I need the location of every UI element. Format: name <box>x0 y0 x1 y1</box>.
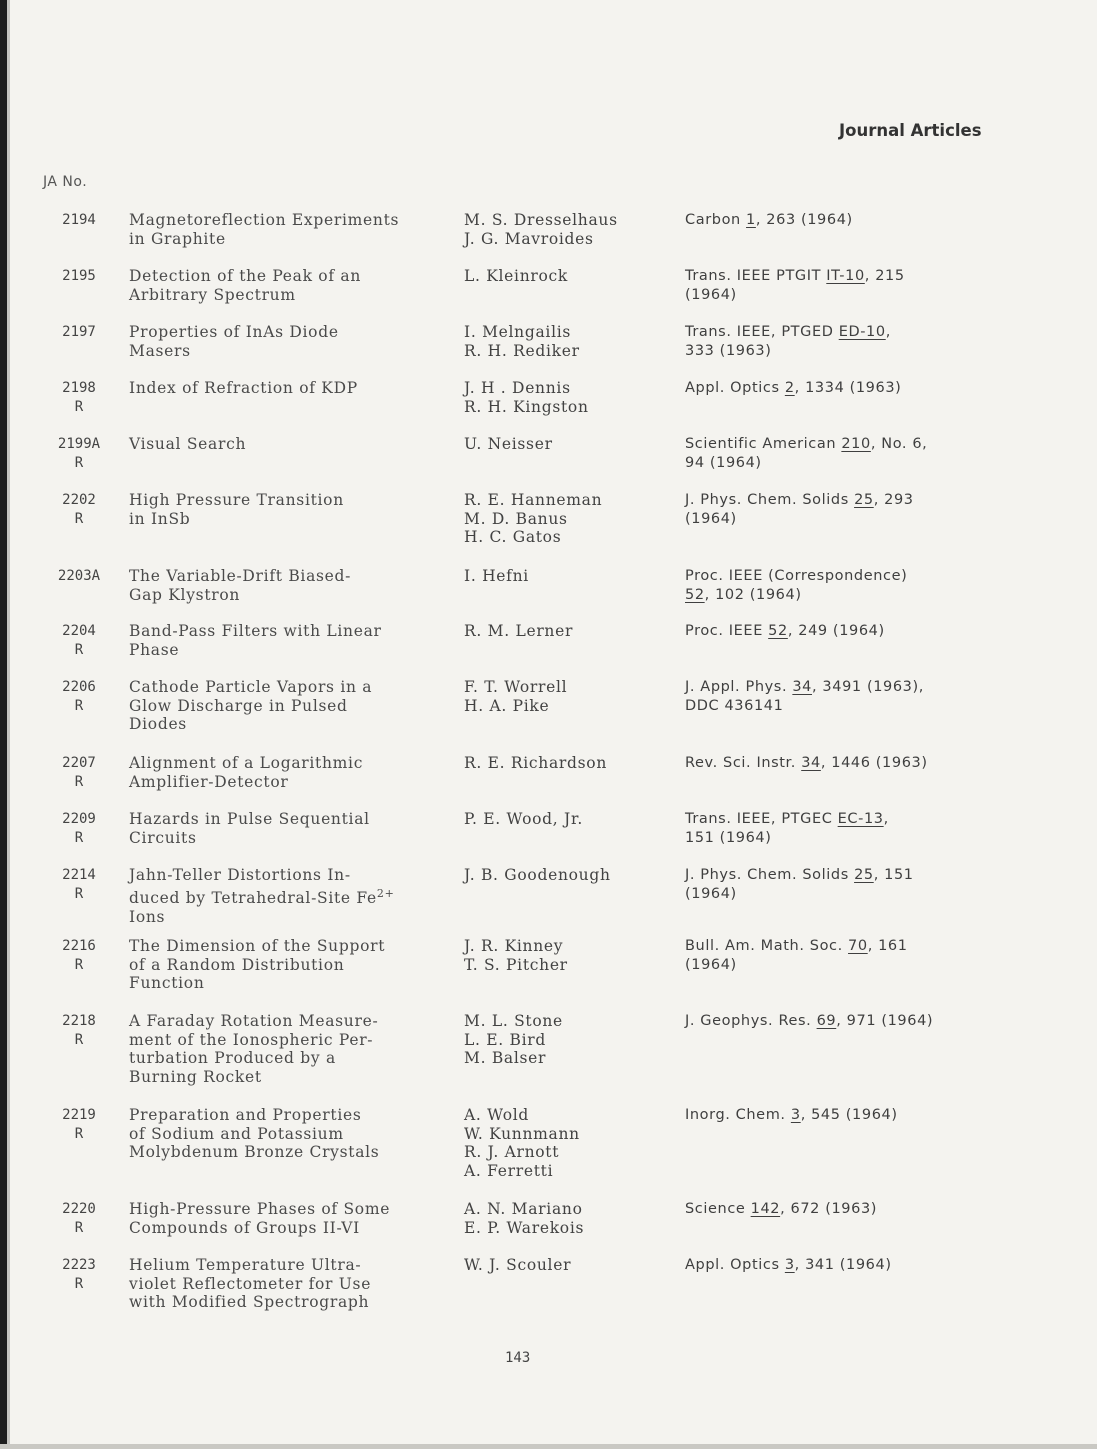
source-line: (1964) <box>685 956 737 973</box>
scan-left-edge <box>0 0 7 1449</box>
article-source <box>685 1200 1085 1219</box>
article-title <box>129 810 449 847</box>
article-title <box>129 267 449 304</box>
page-header-title: Journal Articles <box>839 121 982 140</box>
author-name-line: J. B. Goodenough <box>464 866 611 884</box>
ja-number-line: R <box>74 510 84 527</box>
article-title <box>129 379 449 398</box>
ja-number-line: 2207 <box>62 755 96 771</box>
article-authors <box>464 937 674 974</box>
article-title-line: Helium Temperature Ultra- <box>129 1256 362 1274</box>
author-name-line: I. Melngailis <box>464 323 572 341</box>
article-title-line: Ions <box>129 907 166 926</box>
volume-number: 52 <box>685 586 705 603</box>
column-label-ja-no: JA No. <box>43 174 88 190</box>
article-title-line: Arbitrary Spectrum <box>129 285 296 304</box>
article-title-line: Band-Pass Filters with Linear <box>129 622 382 640</box>
author-name-line: R. M. Lerner <box>464 622 574 640</box>
ja-number <box>47 435 111 472</box>
author-name-line: A. Wold <box>464 1106 530 1124</box>
volume-number: EC-13 <box>837 811 884 827</box>
article-title-line: of a Random Distribution <box>129 955 345 974</box>
ja-number-line: 2220 <box>62 1201 96 1217</box>
ja-number <box>47 1106 111 1143</box>
ja-number-line: 2195 <box>62 268 96 284</box>
ja-number-line: R <box>74 697 84 714</box>
ja-number-line: 2204 <box>62 623 96 639</box>
article-source <box>685 754 1085 773</box>
article-title-line: Properties of InAs Diode <box>129 323 339 341</box>
volume-number: 1 <box>746 212 756 228</box>
source-line: Inorg. Chem. 3, 545 (1964) <box>685 1107 898 1123</box>
ja-number-line: 2198 <box>62 380 96 396</box>
source-line: (1964) <box>685 885 737 902</box>
ja-number <box>47 810 111 847</box>
article-source <box>685 866 1085 903</box>
article-title <box>129 323 449 360</box>
ja-number-line: 2209 <box>62 811 96 827</box>
author-name-line: R. E. Hanneman <box>464 491 603 509</box>
article-title-line: Gap Klystron <box>129 585 241 604</box>
volume-number: 3 <box>784 1257 795 1273</box>
volume-number: 2 <box>784 380 795 396</box>
ja-number <box>47 267 111 286</box>
ja-number-line: R <box>74 956 84 973</box>
article-source <box>685 323 1085 360</box>
volume-number: 52 <box>768 623 788 639</box>
article-title-line: Amplifier-Detector <box>129 772 289 791</box>
article-title-line: Compounds of Groups II-VI <box>129 1218 360 1237</box>
article-title <box>129 937 449 993</box>
article-title-line: Index of Refraction of KDP <box>129 379 358 397</box>
article-title-line: Magnetoreflection Experiments <box>129 211 400 229</box>
source-line: J. Appl. Phys. 34, 3491 (1963), <box>685 679 924 695</box>
article-title <box>129 1106 449 1162</box>
ja-number <box>47 1200 111 1237</box>
article-title-line: ment of the Ionospheric Per- <box>129 1030 374 1049</box>
article-source <box>685 622 1085 641</box>
ja-number <box>47 379 111 416</box>
source-line: Trans. IEEE PTGIT IT-10, 215 <box>685 268 905 284</box>
author-name-line: F. T. Worrell <box>464 678 568 696</box>
article-source <box>685 678 1085 715</box>
author-name-line: H. C. Gatos <box>464 528 562 547</box>
article-source <box>685 1256 1085 1275</box>
article-source <box>685 491 1085 528</box>
article-source <box>685 1012 1085 1031</box>
ja-number-line: 2194 <box>62 212 96 228</box>
author-name-line: I. Hefni <box>464 567 529 585</box>
article-title <box>129 211 449 248</box>
article-title <box>129 491 449 528</box>
ja-number <box>47 211 111 230</box>
article-title-line: violet Reflectometer for Use <box>129 1274 372 1293</box>
volume-number: IT-10 <box>826 268 865 284</box>
author-name-line: R. E. Richardson <box>464 754 608 772</box>
ja-number <box>47 1256 111 1293</box>
article-authors <box>464 211 674 248</box>
source-line: Carbon 1, 263 (1964) <box>685 212 853 228</box>
article-title <box>129 754 449 791</box>
ja-number-line: R <box>74 398 84 415</box>
ja-number-line: R <box>74 454 84 471</box>
ja-number-line: 2214 <box>62 867 96 883</box>
article-title-line: Alignment of a Logarithmic <box>129 754 364 772</box>
author-name-line: R. H. Kingston <box>464 397 589 416</box>
article-title-line: Function <box>129 974 205 993</box>
volume-number: 25 <box>854 867 874 883</box>
ja-number-line: 2216 <box>62 938 96 954</box>
source-line: Science 142, 672 (1963) <box>685 1201 878 1217</box>
ja-number-line: 2223 <box>62 1257 96 1273</box>
volume-number: 142 <box>750 1201 781 1217</box>
article-title <box>129 1012 449 1087</box>
article-authors <box>464 491 674 547</box>
ja-number-line: 2197 <box>62 324 96 340</box>
source-line: 151 (1964) <box>685 829 772 846</box>
article-authors <box>464 1106 674 1181</box>
article-authors <box>464 754 674 773</box>
source-line: Appl. Optics 2, 1334 (1963) <box>685 380 902 396</box>
article-title-line: Jahn-Teller Distortions In- <box>129 866 351 884</box>
source-line: Scientific American 210, No. 6, <box>685 436 928 452</box>
article-title <box>129 567 449 604</box>
article-authors <box>464 1012 674 1068</box>
article-title-line: Visual Search <box>129 435 247 453</box>
ja-number <box>47 323 111 342</box>
article-source <box>685 810 1085 847</box>
author-name-line: R. H. Rediker <box>464 341 580 360</box>
article-title-line: Glow Discharge in Pulsed <box>129 696 348 715</box>
article-authors <box>464 323 674 360</box>
article-title-line: Preparation and Properties <box>129 1106 362 1124</box>
ja-number-line: R <box>74 1125 84 1142</box>
author-name-line: L. Kleinrock <box>464 267 569 285</box>
author-name-line: L. E. Bird <box>464 1030 546 1049</box>
ja-number <box>47 567 111 586</box>
ja-number-line: R <box>74 641 84 658</box>
article-authors <box>464 267 674 286</box>
article-source <box>685 435 1085 472</box>
article-title-line: with Modified Spectrograph <box>129 1293 370 1312</box>
article-title-line: Masers <box>129 341 191 360</box>
ja-number-line: R <box>74 829 84 846</box>
author-name-line: M. Balser <box>464 1049 547 1068</box>
ja-number <box>47 866 111 903</box>
scan-bottom-edge <box>0 1444 1097 1449</box>
source-line: Proc. IEEE 52, 249 (1964) <box>685 623 885 639</box>
article-title-line: of Sodium and Potassium <box>129 1124 344 1143</box>
article-authors <box>464 379 674 416</box>
author-name-line: P. E. Wood, Jr. <box>464 810 583 828</box>
article-title-line: The Dimension of the Support <box>129 937 386 955</box>
article-title-line: Cathode Particle Vapors in a <box>129 678 373 696</box>
ja-number-line: R <box>74 773 84 790</box>
volume-number: 210 <box>841 436 871 452</box>
source-line: J. Phys. Chem. Solids 25, 151 <box>685 867 914 883</box>
author-name-line: W. J. Scouler <box>464 1256 572 1274</box>
article-title-line: turbation Produced by a <box>129 1049 336 1068</box>
article-authors <box>464 1200 674 1237</box>
source-line: J. Geophys. Res. 69, 971 (1964) <box>685 1013 934 1029</box>
ja-number-line: R <box>74 1275 84 1292</box>
source-line: 52, 102 (1964) <box>685 586 802 603</box>
source-line: J. Phys. Chem. Solids 25, 293 <box>685 492 914 508</box>
ja-number <box>47 1012 111 1049</box>
article-title-line: High Pressure Transition <box>129 491 344 509</box>
article-title-line: Molybdenum Bronze Crystals <box>129 1143 380 1162</box>
volume-number: ED-10 <box>838 324 886 340</box>
author-name-line: H. A. Pike <box>464 696 550 715</box>
article-source <box>685 937 1085 974</box>
article-title <box>129 678 449 734</box>
article-title-line: Circuits <box>129 828 197 847</box>
source-line: 94 (1964) <box>685 454 762 471</box>
article-title-line: Diodes <box>129 715 187 734</box>
volume-number: 3 <box>790 1107 801 1123</box>
source-line: 333 (1963) <box>685 342 772 359</box>
article-title-line: The Variable-Drift Biased- <box>129 567 352 585</box>
ja-number-line: R <box>74 1219 84 1236</box>
author-name-line: A. Ferretti <box>464 1162 554 1181</box>
ja-number-line: 2219 <box>62 1107 96 1123</box>
author-name-line: J. R. Kinney <box>464 937 564 955</box>
article-source <box>685 1106 1085 1125</box>
ja-number-line: 2199A <box>57 436 101 452</box>
article-title <box>129 622 449 659</box>
author-name-line: T. S. Pitcher <box>464 955 568 974</box>
article-source <box>685 567 1085 604</box>
article-title <box>129 435 449 454</box>
source-line: Trans. IEEE, PTGEC EC-13, <box>685 811 889 827</box>
article-title-line: Hazards in Pulse Sequential <box>129 810 370 828</box>
ja-number <box>47 491 111 528</box>
ja-number-line: 2203A <box>57 568 101 584</box>
author-name-line: A. N. Mariano <box>464 1200 583 1218</box>
ja-number-line: 2206 <box>62 679 96 695</box>
author-name-line: U. Neisser <box>464 435 553 453</box>
article-source <box>685 379 1085 398</box>
author-name-line: R. J. Arnott <box>464 1143 560 1162</box>
article-title-line: A Faraday Rotation Measure- <box>129 1012 379 1030</box>
ja-number <box>47 754 111 791</box>
author-name-line: J. G. Mavroides <box>464 229 594 248</box>
article-title-line: in Graphite <box>129 229 226 248</box>
source-line: Rev. Sci. Instr. 34, 1446 (1963) <box>685 755 928 771</box>
volume-number: 70 <box>848 938 868 954</box>
ja-number <box>47 622 111 659</box>
article-title-line: Phase <box>129 640 180 659</box>
article-authors <box>464 622 674 641</box>
article-title <box>129 866 449 926</box>
volume-number: 34 <box>792 679 813 695</box>
article-authors <box>464 1256 674 1275</box>
ja-number-line: R <box>74 885 84 902</box>
ja-number <box>47 937 111 974</box>
author-name-line: M. D. Banus <box>464 509 568 528</box>
author-name-line: W. Kunnmann <box>464 1124 580 1143</box>
article-title-line: duced by Tetrahedral-Site $Fe^{2+}$ <box>129 886 395 907</box>
author-name-line: J. H . Dennis <box>464 379 571 397</box>
source-line: Appl. Optics 3, 341 (1964) <box>685 1257 892 1273</box>
article-title-line: Burning Rocket <box>129 1068 262 1087</box>
source-line: Proc. IEEE (Correspondence) <box>685 568 908 584</box>
ja-number-line: 2218 <box>62 1013 96 1029</box>
source-line: Trans. IEEE, PTGED ED-10, <box>685 324 891 340</box>
article-authors <box>464 866 674 885</box>
source-line: (1964) <box>685 510 737 527</box>
article-authors <box>464 567 674 586</box>
ja-number <box>47 678 111 715</box>
source-line: (1964) <box>685 286 737 303</box>
article-authors <box>464 678 674 715</box>
scan-left-shadow <box>7 0 10 1449</box>
source-line: Bull. Am. Math. Soc. 70, 161 <box>685 938 908 954</box>
article-source <box>685 267 1085 304</box>
article-title <box>129 1256 449 1312</box>
author-name-line: M. S. Dresselhaus <box>464 211 618 229</box>
ion-charge-superscript: 2+ <box>376 886 395 900</box>
article-title-line: Detection of the Peak of an <box>129 267 362 285</box>
volume-number: 25 <box>854 492 874 508</box>
article-authors <box>464 435 674 454</box>
article-title-line: High-Pressure Phases of Some <box>129 1200 391 1218</box>
author-name-line: E. P. Warekois <box>464 1218 585 1237</box>
article-title <box>129 1200 449 1237</box>
source-line: DDC 436141 <box>685 697 784 714</box>
article-title-line: in InSb <box>129 509 191 528</box>
author-name-line: M. L. Stone <box>464 1012 563 1030</box>
page-number: 143 <box>505 1350 531 1366</box>
ja-number-line: 2202 <box>62 492 96 508</box>
article-source <box>685 211 1085 230</box>
volume-number: 69 <box>816 1013 837 1029</box>
ja-number-line: R <box>74 1031 84 1048</box>
volume-number: 34 <box>801 755 821 771</box>
article-authors <box>464 810 674 829</box>
